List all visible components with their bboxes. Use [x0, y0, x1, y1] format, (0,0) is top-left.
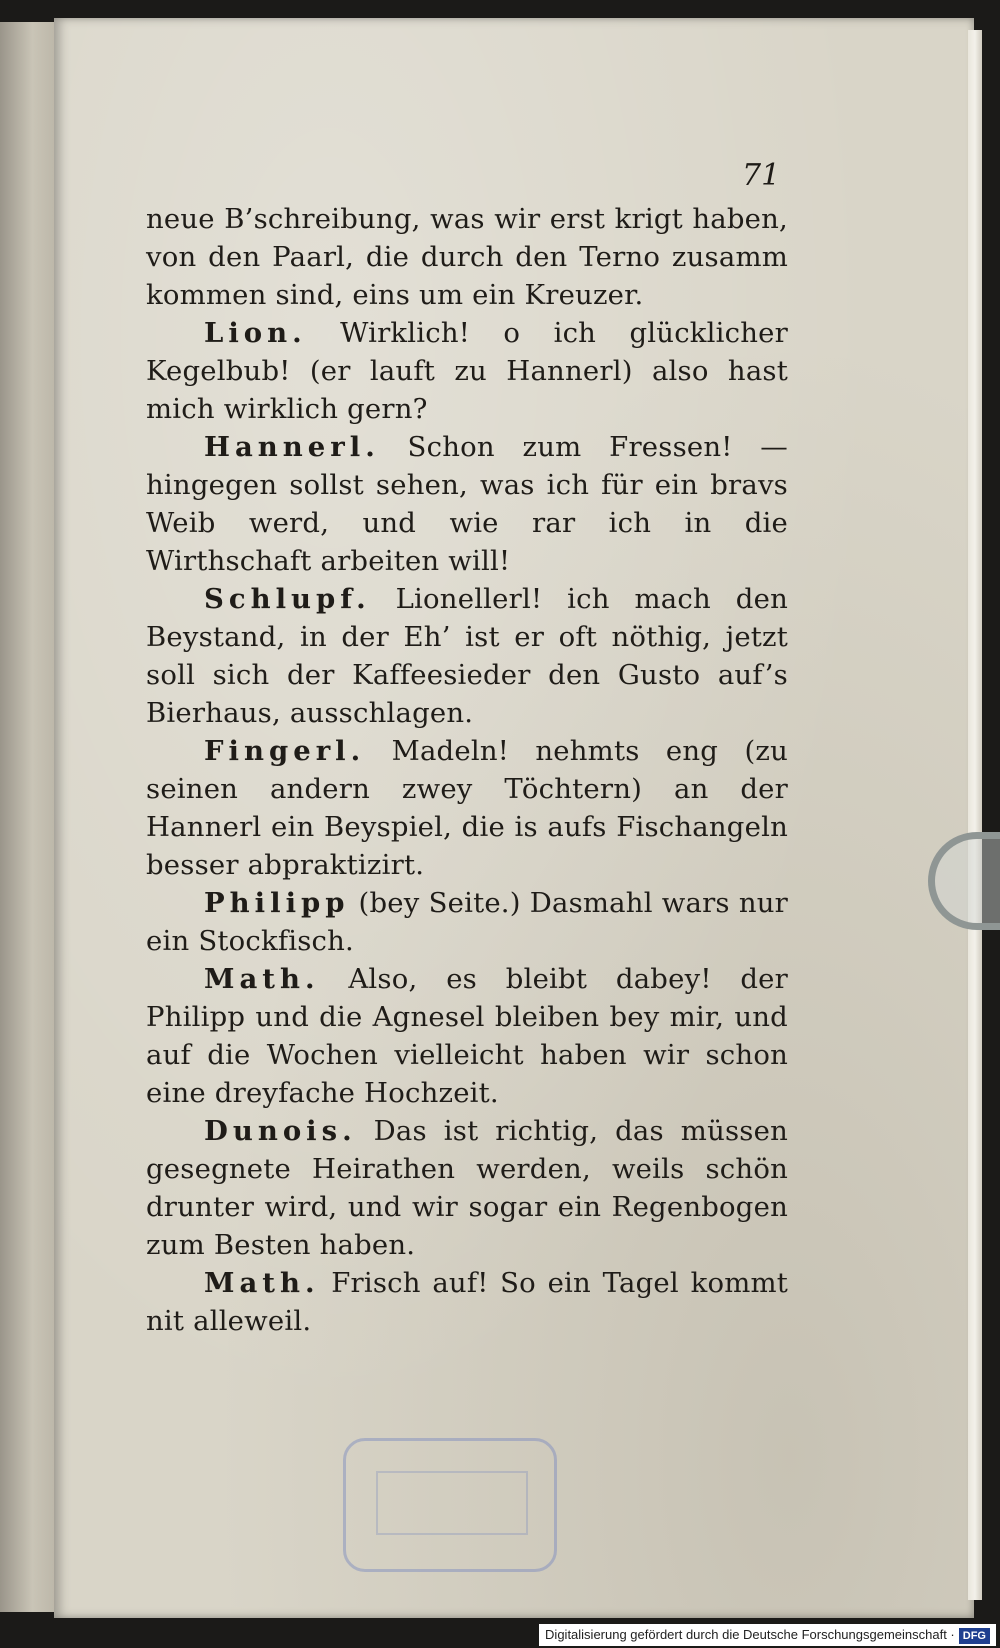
paragraph-5: [146, 732, 788, 884]
speaker-name: Dunois.: [204, 1115, 357, 1147]
speaker-name: Fingerl.: [204, 735, 366, 767]
speaker-name: Schlupf.: [204, 583, 371, 615]
digitization-footer: [539, 1624, 996, 1646]
speaker-name: Math.: [204, 963, 320, 995]
paragraph-6: [146, 884, 788, 960]
paragraph-text: Madeln! nehmts eng (zu seinen andern zwey Töchtern) an der Hannerl ein Beyspiel, die is aufs Fischangeln besser abpraktizirt.: [146, 735, 788, 881]
paragraph-text: Also, es bleibt dabey! der Philipp und die Agnesel bleiben bey mir, und auf die Wochen vielleicht haben wir schon eine dreyfache Hochzeit.: [146, 963, 788, 1109]
paragraph-8: [146, 1112, 788, 1264]
paragraph-text: neue B’schreibung, was wir erst krigt haben, von den Paarl, die durch den Terno zusamm kommen sind, eins um ein Kreuzer.: [146, 203, 788, 311]
facing-page-edge: [0, 22, 54, 1612]
paragraph-4: [146, 580, 788, 732]
paragraph-3: [146, 428, 788, 580]
speaker-name: Philipp: [204, 887, 350, 919]
paragraph-text: (bey Seite.) Dasmahl wars nur ein Stockfisch.: [146, 887, 788, 957]
speaker-name: Hannerl.: [204, 431, 380, 463]
footer-text: Digitalisierung gefördert durch die Deutsche Forschungsgemeinschaft ·: [545, 1627, 955, 1642]
paragraph-2: [146, 314, 788, 428]
library-stamp-inner: [376, 1471, 528, 1535]
page-edge: [968, 30, 982, 1600]
paragraph-text: Lionellerl! ich mach den Beystand, in der Eh’ ist er oft nöthig, jetzt soll sich der Kaffeesieder den Gusto auf’s Bierhaus, ausschlagen.: [146, 583, 788, 729]
paragraph-1: [146, 200, 788, 314]
paragraph-9: [146, 1264, 788, 1340]
page-number: 71: [742, 158, 781, 193]
paragraph-text: Das ist richtig, das müssen gesegnete Heirathen werden, weils schön drunter wird, und wir sogar ein Regenbogen zum Besten haben.: [146, 1115, 788, 1261]
paragraph-7: [146, 960, 788, 1112]
dfg-logo: DFG: [959, 1628, 990, 1644]
speaker-name: Math.: [204, 1267, 320, 1299]
paragraph-text: Wirklich! o ich glücklicher Kegelbub! (er lauft zu Hannerl) also hast mich wirklich gern?: [146, 317, 788, 425]
paragraph-text: Frisch auf! So ein Tagel kommt nit alleweil.: [146, 1267, 788, 1337]
page-text: [146, 200, 788, 1340]
library-stamp: [343, 1438, 557, 1572]
speaker-name: Lion.: [204, 317, 307, 349]
paragraph-text: Schon zum Fressen! — hingegen sollst sehen, was ich für ein bravs Weib werd, und wie rar ich in die Wirthschaft arbeiten will!: [146, 431, 788, 577]
